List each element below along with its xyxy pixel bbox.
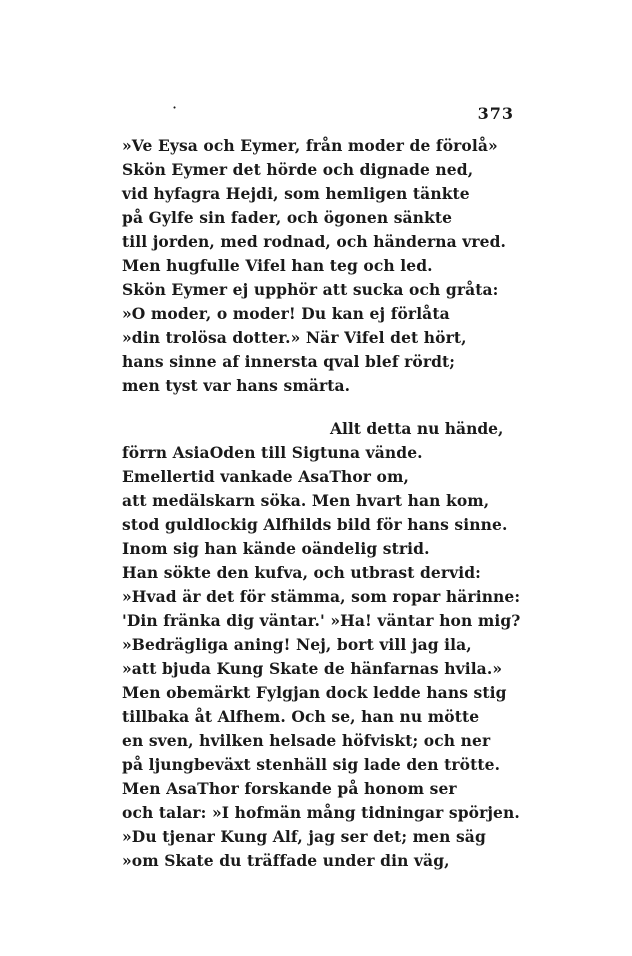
verse-line: »Bedrägliga aning! Nej, bort vill jag ila, [122,635,472,654]
verse-line: 'Din fränka dig väntar.' »Ha! väntar hon mig? [122,611,521,630]
stanza-2 [122,441,522,873]
verse-line: Emellertid vankade AsaThor om, [122,467,409,486]
verse-line: Men AsaThor forskande på honom ser [122,779,457,798]
verse-line: Skön Eymer det hörde och dignade ned, [122,160,474,179]
header-mark: · [172,98,178,117]
verse-line: Men obemärkt Fylgjan dock ledde hans stig [122,683,507,702]
verse-line: förrn AsiaOden till Sigtuna vände. [122,443,423,462]
verse-line: Skön Eymer ej upphör att sucka och gråta: [122,280,499,299]
verse-line-indented: Allt detta nu hände, [330,419,504,438]
verse-line: »Ve Eysa och Eymer, från moder de förolå» [122,136,498,155]
verse-line: på ljungbeväxt stenhäll sig lade den trötte. [122,755,501,774]
verse-line: »Du tjenar Kung Alf, jag ser det; men säg [122,827,486,846]
verse-line: Men hugfulle Vifel han teg och led. [122,256,433,275]
verse-line: vid hyfagra Hejdi, som hemligen tänkte [122,184,470,203]
page-number: 373 [477,104,514,123]
verse-line: »O moder, o moder! Du kan ej förlåta [122,304,450,323]
verse-line: på Gylfe sin fader, och ögonen sänkte [122,208,453,227]
verse-line: Inom sig han kände oändelig strid. [122,539,430,558]
verse-line: »att bjuda Kung Skate de hänfarnas hvila.» [122,659,503,678]
verse-line: till jorden, med rodnad, och händerna vred. [122,232,507,251]
verse-line: stod guldlockig Alfhilds bild för hans sinne. [122,515,508,534]
verse-line: tillbaka åt Alfhem. Och se, han nu mötte [122,707,480,726]
verse-line: att medälskarn söka. Men hvart han kom, [122,491,490,510]
verse-line: men tyst var hans smärta. [122,376,351,395]
stanza-1 [122,134,522,398]
verse-line: och talar: »I hofmän mång tidningar spörjen. [122,803,520,822]
verse-line: »din trolösa dotter.» När Vifel det hört, [122,328,467,347]
verse-line: »om Skate du träffade under din väg, [122,851,450,870]
verse-line: hans sinne af innersta qval blef rördt; [122,352,456,371]
verse-line: en sven, hvilken helsade höfviskt; och ner [122,731,491,750]
verse-line: Han sökte den kufva, och utbrast dervid: [122,563,481,582]
verse-line: »Hvad är det för stämma, som ropar härinne: [122,587,521,606]
